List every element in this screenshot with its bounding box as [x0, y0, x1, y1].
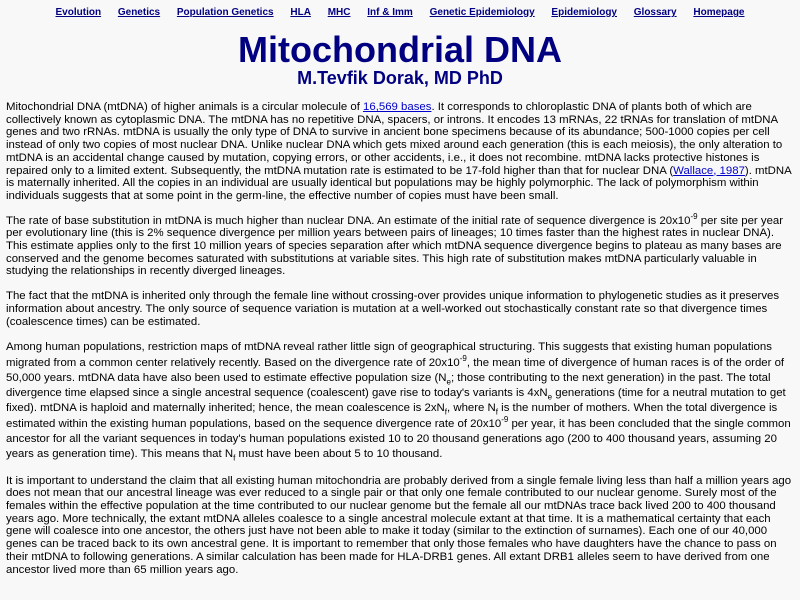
- text-span: per site per year per evolutionary line (this is 2% sequence divergence per million years between pairs of lineages; 10 times faster than the highest rates in nuclear DNA). This estimate applies only to the first 10 million years of species separation after which mtDNA sequence divergence begins to plateau as many bases are conserved and the genome becomes saturated with substitutions at variable sites. This high rate of substitution makes mtDNA particularly valuable in studying the relationships in recently diverged lineages.: [6, 214, 784, 278]
- text-span: per year, it has been concluded that the single common ancestor for all the variant sequences in today's human populations existed 10 to 20 thousand generations ago (200 to 400 thousand years, assuming 20 years as generation time). This means that N: [6, 417, 791, 461]
- subscript: f: [495, 407, 498, 417]
- text-span: Mitochondrial DNA (mtDNA) of higher animals is a circular molecule of: [6, 101, 364, 113]
- nav-link-inf-imm[interactable]: Inf & Imm: [367, 7, 413, 18]
- superscript: -9: [690, 211, 698, 221]
- link-16569-bases[interactable]: 16,569 bases: [363, 101, 432, 113]
- paragraph-human-populations: [6, 340, 794, 462]
- subscript: e: [446, 377, 451, 387]
- nav-link-glossary[interactable]: Glossary: [633, 7, 677, 18]
- article-body: [0, 101, 800, 576]
- link-wallace-1987[interactable]: Wallace, 1987: [673, 164, 745, 177]
- subscript: f: [233, 453, 236, 463]
- text-span: must have been about 5 to 10 thousand.: [235, 448, 443, 461]
- text-span: , where N: [447, 402, 496, 415]
- page-title: Mitochondrial DNA: [238, 29, 562, 70]
- superscript: -9: [459, 353, 467, 363]
- text-span: generations (time for a neutral mutation to get fixed). mtDNA is haploid and maternally inherited; hence, the mean coalescence is 2xN: [6, 387, 786, 415]
- nav-link-hla[interactable]: HLA: [290, 7, 311, 18]
- paragraph-female-line: The fact that the mtDNA is inherited only through the female line without crossing-over provides unique information to phylogenetic studies as it preserves information about ancestry. The only source of sequence variation is mutation at a well-worked out stochastically constant rate so that divergence times (coalescence times) can be estimated.: [6, 290, 780, 328]
- nav-link-genetics[interactable]: Genetics: [117, 7, 161, 18]
- paragraph-substitution-rate: [6, 211, 794, 279]
- subscript: f: [444, 407, 448, 417]
- paragraph-intro: [6, 101, 794, 203]
- nav-link-genetic-epidemiology[interactable]: Genetic Epidemiology: [429, 7, 535, 18]
- nav-link-homepage[interactable]: Homepage: [693, 7, 745, 18]
- text-span: ). mtDNA is maternally inherited. All the copies in an individual are usually identical but populations may be highly polymorphic. The lack of polymorphism within individuals suggests that at some point in the germ-line, the effective number of copies must have been small.: [6, 164, 792, 202]
- text-span: Among human populations, restriction maps of mtDNA reveal rather little sign of geographical structuring. This suggests that existing human populations migrated from a common center relatively recently. Based on the divergence rate of 20x10: [6, 341, 772, 369]
- nav-link-epidemiology[interactable]: Epidemiology: [551, 7, 617, 18]
- text-span: is the number of mothers. When the total divergence is estimated within the existing human populations, based on the sequence divergence rate of 20x10: [6, 402, 778, 430]
- text-span: , the mean time of divergence of human races is of the order of 50,000 years. mtDNA data have also been used to estimate effective population size (N: [6, 356, 785, 384]
- nav-link-evolution[interactable]: Evolution: [55, 7, 102, 18]
- subscript: e: [547, 392, 553, 402]
- text-span: . It corresponds to chloroplastic DNA of plants both of which are collectively known as cytoplasmic DNA. The mtDNA has no repetitive DNA, spacers, or introns. It encodes 13 mRNAs, 22 tRNAs for translation of mtDNA genes and two rRNAs. mtDNA is usually the only type of DNA to survive in ancient bone specimens because of its abundance; 500-1000 copies per cell instead of only two copies of most nuclear DNA. Unlike nuclear DNA which gets mixed around each generation (this is each meiosis), the only alteration to mtDNA is an accidental change caused by mutation, copying errors, or other accidents, i.e., it does not recombine. mtDNA lacks protective histones is repaired only to a limited extent. Subsequently, the mtDNA mutation rate is estimated to be 17-fold higher than that for nuclear DNA (: [6, 101, 783, 177]
- superscript: -9: [501, 414, 509, 424]
- text-span: The rate of base substitution in mtDNA is much higher than nuclear DNA. An estimate of the initial rate of sequence divergence is 20x10: [6, 214, 691, 227]
- nav-link-mhc[interactable]: MHC: [327, 7, 351, 18]
- paragraph-mitochondrial-eve: It is important to understand the claim that all existing human mitochondria are probably derived from a single female living less than half a million years ago does not mean that our ancestral lineage was ever reduced to a single pair or that only one female contributed to our nuclear genome. Surely most of the females within the effective population at the time contributed to our nuclear genome but the female all our mtDNAs trace back lived 200 to 400 thousand years ago. More technically, the extant mtDNA alleles coalesce to a single ancestral molecule extant at that time. It is a mathematical certainty that each gene will coalesce into one ancestor, the others just have not been able to make it today (similar to the extinction of surnames). Each one of our 40,000 genes can be traced back to its own ancestral gene. It is important to remember that only those females who have daughters have the chance to pass on their mtDNA to following generations. A similar calculation has been made for HLA-DRB1 genes. All extant DRB1 alleles seem to have derived from one ancestor lived more than 65 million years ago.: [6, 474, 792, 576]
- top-nav: [0, 0, 800, 23]
- nav-link-population-genetics[interactable]: Population Genetics: [176, 7, 274, 18]
- author-line: M.Tevfik Dorak, MD PhD: [297, 68, 503, 88]
- text-span: ; those contributing to the next generation) in the past. The total divergence time elapsed since a single ancestral sequence (coalescent) gave rise to today's variants is 4xN: [6, 371, 771, 400]
